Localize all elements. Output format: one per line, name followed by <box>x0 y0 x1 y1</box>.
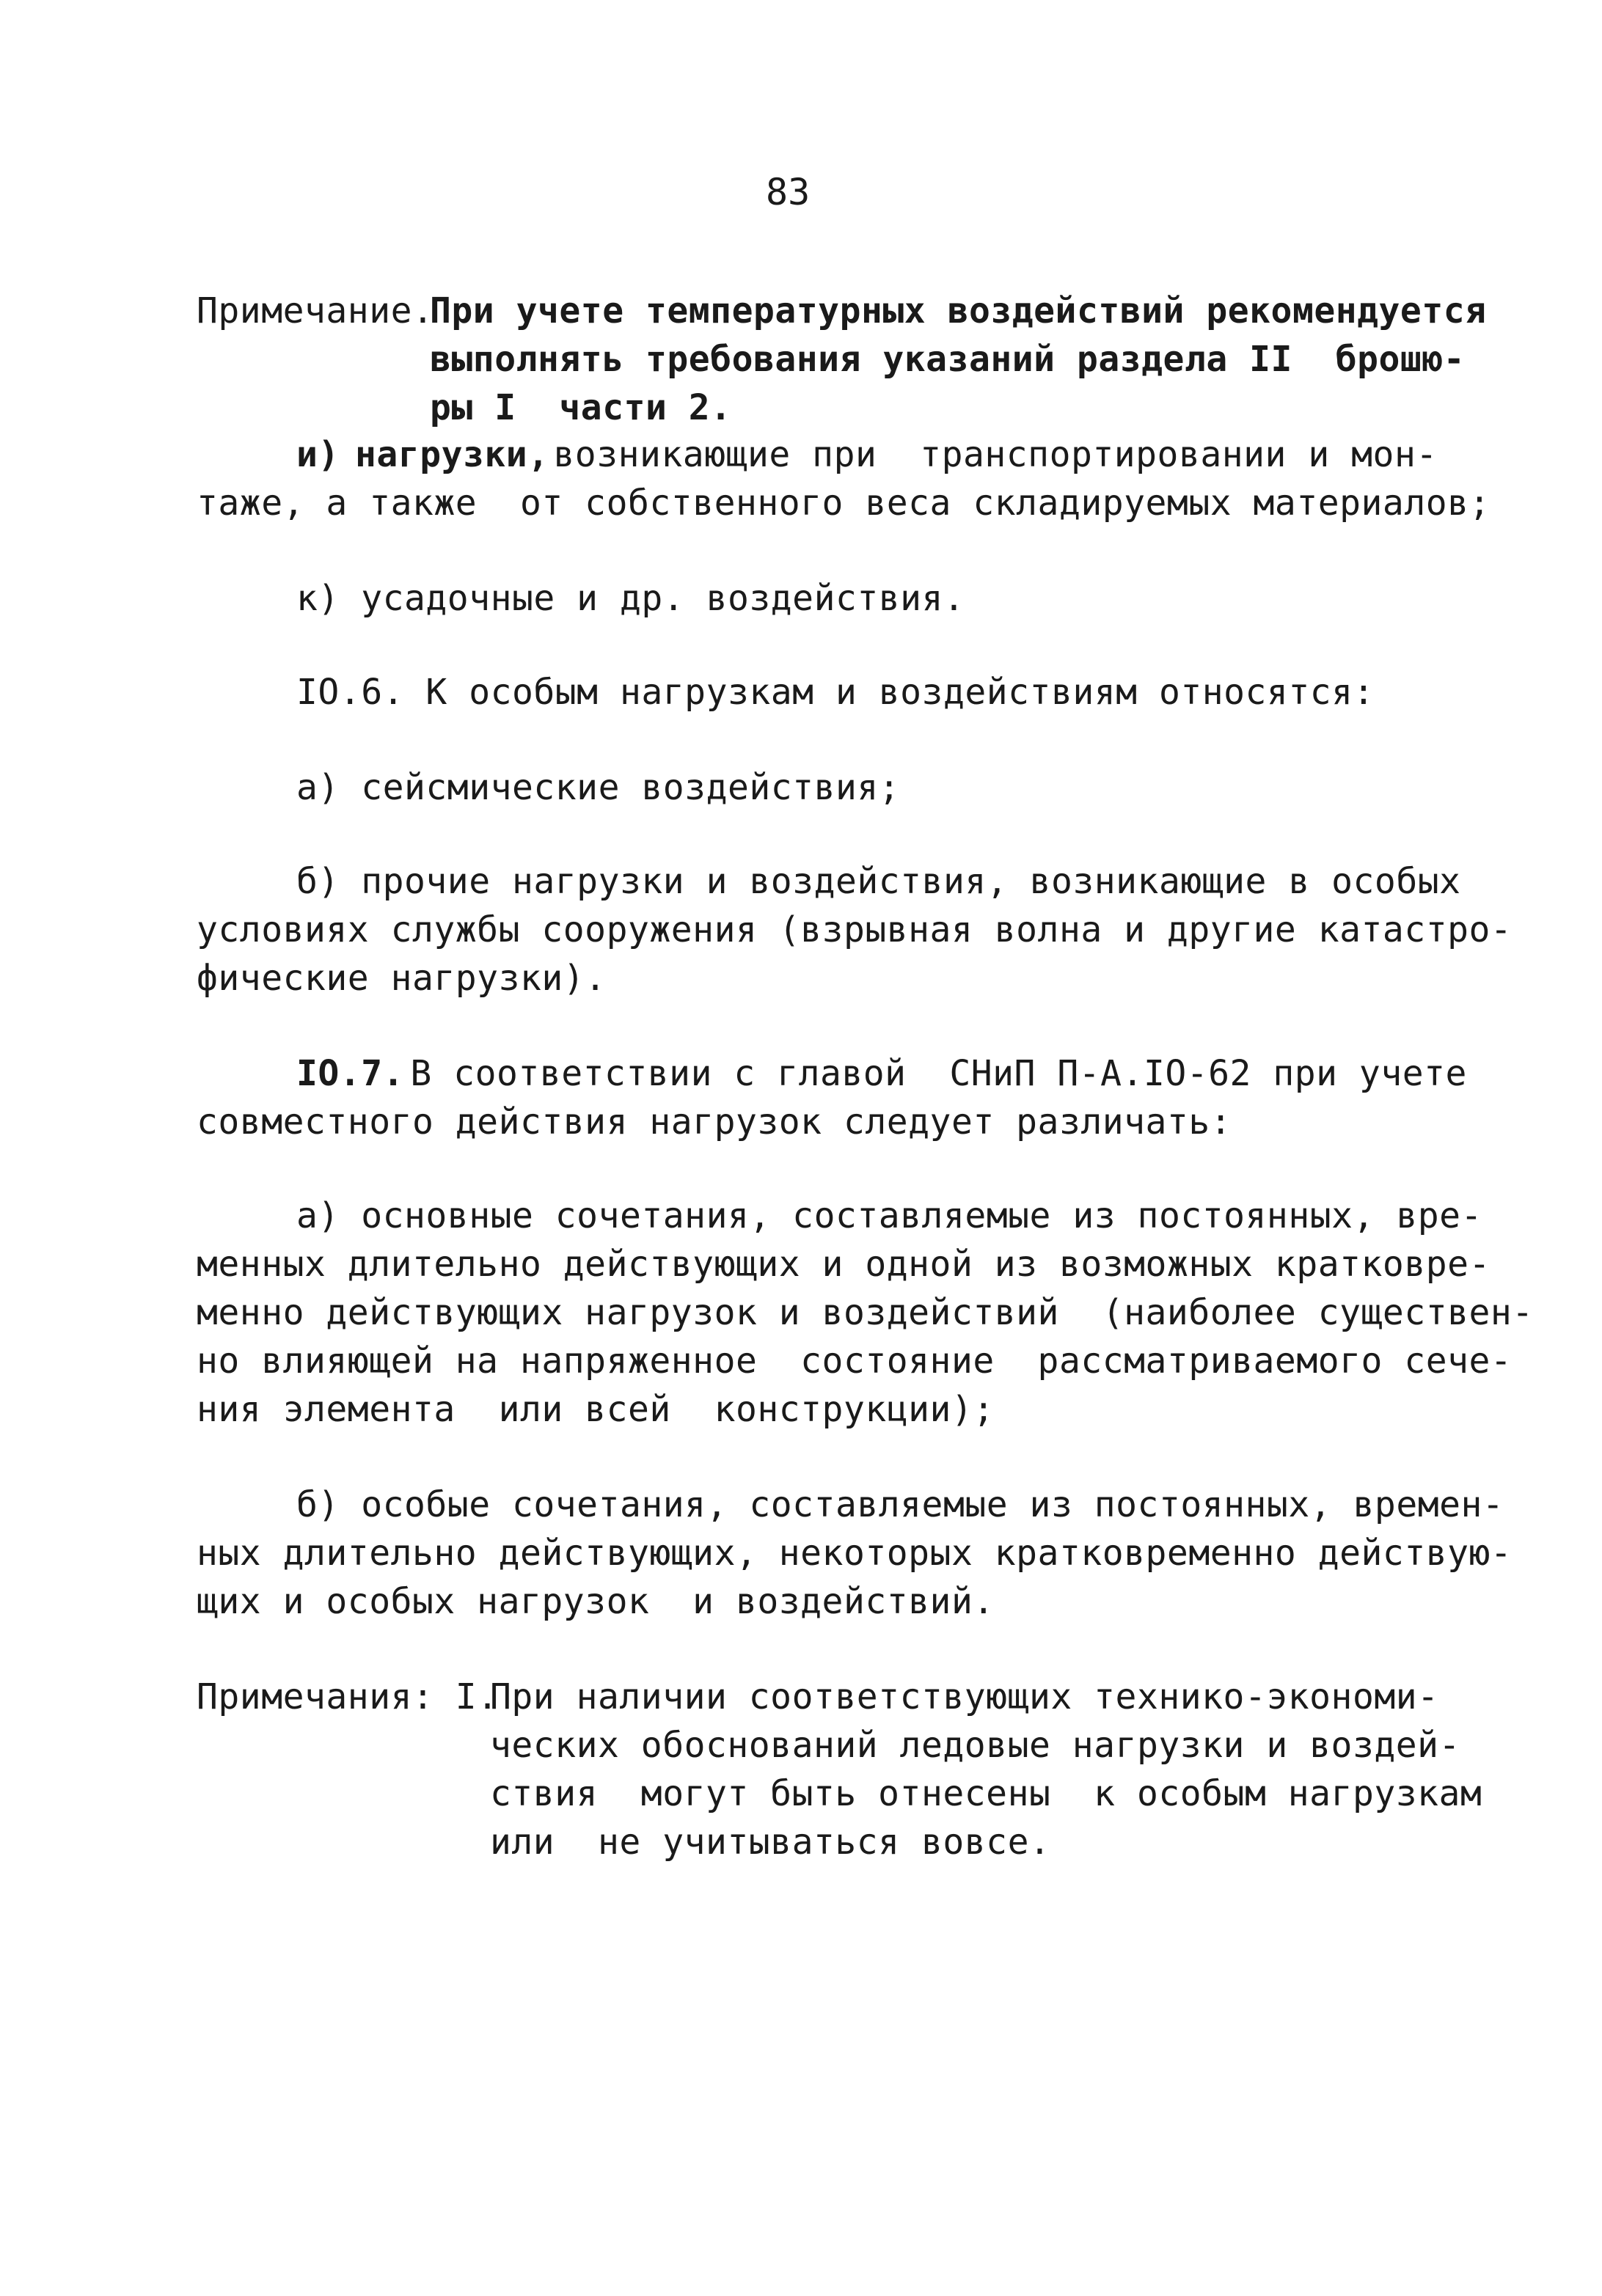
section-10-7-item-a-line: менно действующих нагрузок и воздействий (наиболее существен- <box>197 1292 1534 1333</box>
section-10-7-item-a-line: ния элемента или всей конструкции); <box>197 1389 995 1430</box>
section-10-7-item-b-line: ных длительно действующих, некоторых кратковременно действую- <box>197 1533 1513 1574</box>
section-10-6-item-a: а) сейсмические воздействия; <box>296 767 901 808</box>
section-10-7-item-a-line: а) основные сочетания, составляемые из постоянных, вре- <box>296 1195 1482 1236</box>
note-line-2: выполнять требования указаний раздела II брошю- <box>430 339 1466 380</box>
note-line-3: ры I части 2. <box>430 387 732 428</box>
notes-line: или не учитываться вовсе. <box>490 1822 1051 1863</box>
note-label: Примечание. <box>197 290 434 331</box>
section-10-6-heading: IO.6. К особым нагрузкам и воздействиям относятся: <box>296 672 1375 713</box>
section-10-7-item-a-line: но влияющей на напряженное состояние рассматриваемого сече- <box>197 1340 1513 1382</box>
page-number: 83 <box>766 171 811 213</box>
section-10-7-item-a-line: менных длительно действующих и одной из возможных кратковре- <box>197 1244 1491 1285</box>
section-10-7-item-b-line: б) особые сочетания, составляемые из постоянных, времен- <box>296 1484 1504 1525</box>
notes-line: ствия могут быть отнесены к особым нагрузкам <box>490 1773 1482 1814</box>
section-10-6-item-b-line-1: б) прочие нагрузки и воздействия, возникающие в особых <box>296 861 1461 902</box>
notes-line: При наличии соответствующих технико-экономи- <box>490 1676 1439 1717</box>
item-k: к) усадочные и др. воздействия. <box>296 578 965 619</box>
section-10-7-item-b-line: щих и особых нагрузок и воздействий. <box>197 1581 995 1622</box>
section-10-7-number: IO.7. <box>296 1053 404 1094</box>
section-10-7-line-1: В соответствии с главой СНиП П-А.IO-62 при учете <box>389 1053 1467 1094</box>
item-i-marker: и) <box>296 434 340 475</box>
notes-label: Примечания: I. <box>197 1676 499 1717</box>
notes-line: ческих обоснований ледовые нагрузки и воздей- <box>490 1725 1460 1766</box>
item-i-lead: нагрузки, <box>355 434 549 475</box>
item-i-line-2: таже, а также от собственного веса складируемых материалов; <box>197 483 1491 524</box>
section-10-6-item-b-line-3: фические нагрузки). <box>197 958 607 999</box>
note-line-1: При учете температурных воздействий рекомендуется <box>430 290 1487 331</box>
section-10-7-line-2: совместного действия нагрузок следует различать: <box>197 1101 1232 1143</box>
item-i-line-1: возникающие при транспортировании и мон- <box>532 434 1438 475</box>
section-10-6-item-b-line-2: условиях службы сооружения (взрывная волна и другие катастро- <box>197 909 1513 950</box>
